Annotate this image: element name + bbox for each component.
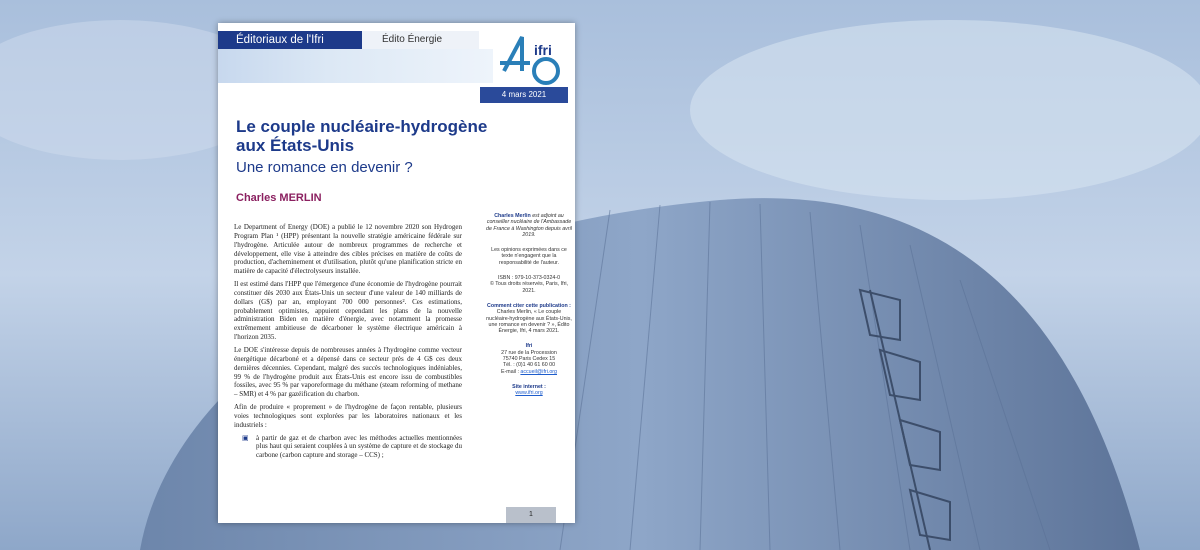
- paragraph: Afin de produire « proprement » de l'hydrogène de façon rentable, plusieurs voies technologiques sont explorées par les laboratoires nationaux et les industriels :: [234, 403, 462, 429]
- header-band: [218, 49, 493, 83]
- rights: © Tous droits réservés, Paris, Ifri, 2021.: [490, 281, 568, 294]
- article-subtitle: Une romance en devenir ?: [236, 159, 413, 176]
- document-page: [218, 23, 575, 523]
- checkbox-bullet-icon: ▣: [242, 433, 249, 442]
- paragraph: Le DOE s'intéresse depuis de nombreuses années à l'hydrogène comme vecteur énergétique décarboné et a dépensé dans ce secteur près de 4 G$ ces deux dernières décennies. Cependant, malgré des succès technologiques indéniables, 99 % de l'hydrogène produit aux États-Unis est encore issu de combustibles fossiles, avec 95 % par vaporeformage du méthane (steam reforming of methane – SMR) et 4 % par gazéification du charbon.: [234, 345, 462, 399]
- ifri-40-logo-icon: [494, 31, 566, 85]
- author-bio: [485, 213, 573, 238]
- website-heading: Site internet :: [512, 383, 546, 390]
- address-block: [485, 343, 573, 374]
- author-bio-name: Charles Merlin: [494, 213, 531, 219]
- isbn-block: [485, 275, 573, 294]
- email-link[interactable]: accueil@ifri.org: [520, 368, 558, 375]
- cite-heading: Comment citer cette publication :: [487, 302, 571, 309]
- category-label: Édito Énergie: [362, 31, 479, 49]
- isbn: ISBN : 979-10-373-0324-0: [497, 275, 561, 282]
- website-link[interactable]: www.ifri.org: [515, 390, 543, 397]
- series-label: Éditoriaux de l'Ifri: [218, 31, 362, 49]
- page-number: 1: [506, 507, 556, 523]
- email-label: E-mail :: [500, 368, 519, 375]
- disclaimer: Les opinions exprimées dans ce texte n'engagent que la responsabilité de l'auteur.: [491, 247, 567, 266]
- author-name: Charles MERLIN: [236, 192, 322, 204]
- email-line: [485, 369, 573, 375]
- paragraph: Il est estimé dans l'HPP que l'émergence d'une économie de l'hydrogène pourrait constituer dès 2030 aux États-Unis un secteur d'une valeur de 140 milliards de dollars (G$) par an, employant 700 000 personnes². Ces estimations, probablement optimistes, appuient cependant les plans de la nouvelle administration Biden en matière d'énergie, avec notamment la promesse extrêmement ambitieuse de décarboner le système électrique américain à l'horizon 2035.: [234, 280, 462, 342]
- bullet-list: [234, 434, 462, 461]
- phone: Tél. : (0)1 40 61 60 00: [502, 362, 556, 369]
- citation-block: [485, 303, 573, 334]
- list-item: [242, 433, 462, 461]
- org-name: Ifri: [525, 343, 533, 350]
- logo-text: ifri: [534, 42, 552, 58]
- article-body: [234, 223, 462, 460]
- author-bio-text: est adjoint au conseiller nucléaire de l'Ambassade de France à Washington depuis avril 2019.: [486, 213, 572, 238]
- sidebar: [485, 213, 573, 406]
- address-line-1: 27 rue de la Procession: [501, 349, 557, 356]
- article-title: Le couple nucléaire-hydrogène aux États-Unis: [236, 117, 488, 155]
- address-line-2: 75740 Paris Cedex 15: [502, 356, 556, 363]
- paragraph: Le Department of Energy (DOE) a publié le 12 novembre 2020 son Hydrogen Program Plan ¹ (HPP) présentant la nouvelle stratégie américaine fédérale sur l'hydrogène. Articulée autour de nombreux programmes de recherche et développement, elle vise à atteindre des cibles précises en matière de coûts de production, d'acheminement et d'utilisation, plutôt qu'une planification stricte en matière de capacité d'électrolyseurs installée.: [234, 223, 462, 276]
- cite-text: Charles Merlin, « Le couple nucléaire-hydrogène aux États-Unis, une romance en devenir ? », Édito Énergie, Ifri, 4 mars 2021.: [486, 309, 572, 335]
- list-item-text: à partir de gaz et de charbon avec les méthodes actuelles mentionnées plus haut qui seraient couplées à un système de capture et de stockage du carbone (carbon capture and storage – CCS) ;: [256, 433, 462, 460]
- website-block: [485, 384, 573, 397]
- publication-date: 4 mars 2021: [480, 87, 568, 103]
